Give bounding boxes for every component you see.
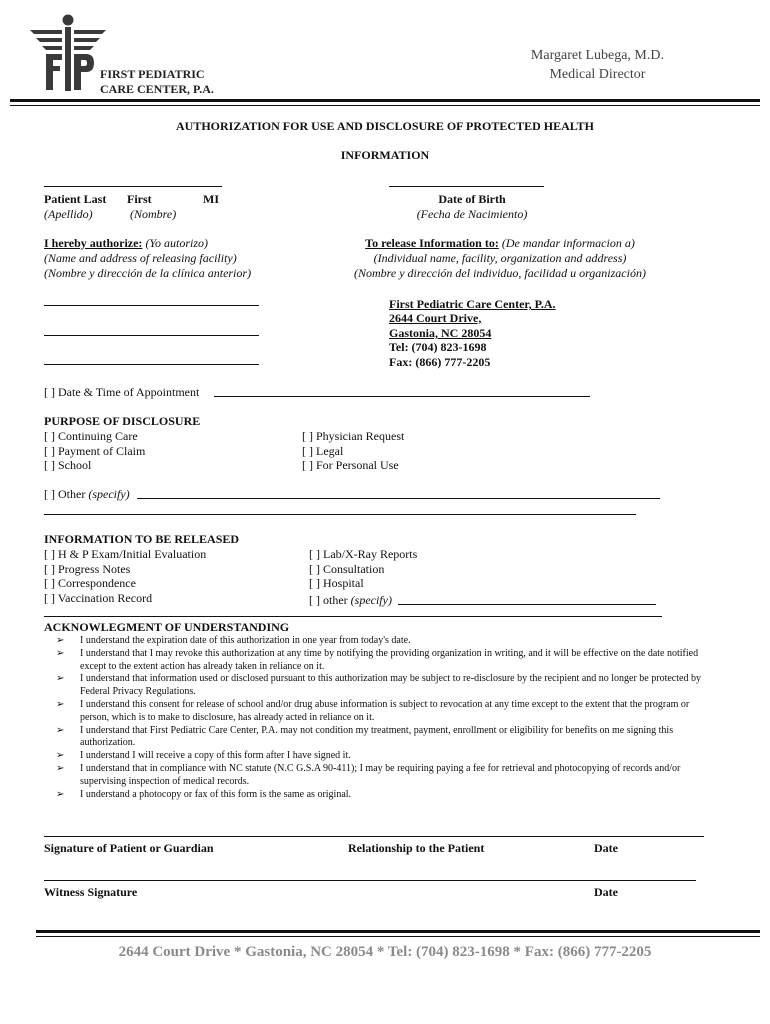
patient-signature-field[interactable] bbox=[44, 836, 704, 837]
purpose-other-field[interactable] bbox=[137, 498, 660, 499]
purpose-option[interactable]: [ ] For Personal Use bbox=[302, 458, 399, 472]
info-list-left bbox=[44, 547, 206, 605]
appointment-field[interactable] bbox=[214, 396, 590, 397]
ack-list bbox=[56, 635, 706, 801]
patient-signature-label: Signature of Patient or Guardian bbox=[44, 841, 214, 855]
patient-date-label: Date bbox=[594, 841, 618, 855]
header-rule-thick bbox=[10, 99, 760, 102]
purpose-option[interactable]: [ ] Physician Request bbox=[302, 429, 405, 443]
ack-heading: ACKNOWLEGMENT OF UNDERSTANDING bbox=[44, 620, 290, 634]
release-heading bbox=[330, 236, 670, 250]
org-name bbox=[100, 67, 214, 97]
releasing-facility-line-3[interactable] bbox=[44, 364, 259, 365]
dob-es: (Fecha de Nacimiento) bbox=[416, 207, 528, 221]
recipient-fax: Fax: (866) 777-2205 bbox=[389, 355, 491, 369]
patient-first-label: First bbox=[127, 192, 152, 206]
ack-item bbox=[56, 635, 706, 648]
authorize-label: I hereby authorize: bbox=[44, 236, 143, 250]
dob-label: Date of Birth bbox=[438, 192, 506, 206]
purpose-option[interactable]: [ ] Legal bbox=[302, 443, 344, 458]
info-option[interactable]: [ ] Vaccination Record bbox=[44, 590, 153, 605]
releasing-facility-line-1[interactable] bbox=[44, 305, 259, 306]
purpose-option[interactable]: [ ] Payment of Claim bbox=[44, 443, 146, 458]
witness-date-label: Date bbox=[594, 885, 618, 899]
footer-rule-thin bbox=[36, 936, 760, 937]
arrow-bullet-icon: ➢ bbox=[56, 750, 65, 762]
arrow-bullet-icon: ➢ bbox=[56, 647, 65, 659]
authorize-line2: (Name and address of releasing facility) bbox=[44, 251, 237, 265]
ack-item-text: I understand I will receive a copy of this form after I have signed it. bbox=[80, 750, 351, 762]
footer-rule-thick bbox=[36, 930, 760, 933]
footer-address: 2644 Court Drive * Gastonia, NC 28054 * Tel: (704) 823-1698 * Fax: (866) 777-2205 bbox=[118, 944, 652, 960]
release-label-es: (De mandar informacion a) bbox=[501, 236, 635, 250]
ack-item bbox=[56, 750, 706, 763]
info-other-specify: (specify) bbox=[350, 593, 392, 607]
purpose-other-label: [ ] Other bbox=[44, 487, 86, 501]
patient-mi-label: MI bbox=[203, 192, 219, 206]
ack-item-text: I understand that information used or disclosed pursuant to this authorization may be subject to re-disclosure by the recipient and no longer be protected by Federal Privacy Regulations. bbox=[80, 673, 701, 698]
purpose-other-field-2[interactable] bbox=[44, 514, 636, 515]
info-list-right bbox=[309, 547, 417, 591]
ack-item bbox=[56, 673, 706, 699]
arrow-bullet-icon: ➢ bbox=[56, 673, 65, 685]
release-line2: (Individual name, facility, organization and address) bbox=[373, 251, 627, 265]
arrow-bullet-icon: ➢ bbox=[56, 762, 65, 774]
info-option[interactable]: [ ] Progress Notes bbox=[44, 561, 131, 576]
purpose-other[interactable] bbox=[44, 487, 130, 501]
ack-item bbox=[56, 789, 706, 802]
org-name-line1: FIRST PEDIATRIC bbox=[100, 67, 205, 81]
info-option[interactable]: [ ] Consultation bbox=[309, 561, 385, 576]
info-option[interactable]: [ ] Correspondence bbox=[44, 576, 136, 590]
arrow-bullet-icon: ➢ bbox=[56, 724, 65, 736]
purpose-option[interactable]: [ ] Continuing Care bbox=[44, 429, 138, 443]
purpose-heading: PURPOSE OF DISCLOSURE bbox=[44, 414, 201, 428]
ack-item-text: I understand that in compliance with NC statute (N.C G.S.A 90-411); I may be requiring paying a fee for retrieval and photocopying of records and/or supervising inspection of medical records. bbox=[80, 762, 681, 787]
ack-item bbox=[56, 763, 706, 789]
doctor-title: Medical Director bbox=[549, 67, 646, 82]
recipient-city: Gastonia, NC 28054 bbox=[389, 326, 492, 340]
witness-signature-label: Witness Signature bbox=[44, 885, 138, 899]
ack-item bbox=[56, 648, 706, 674]
release-line3: (Nombre y dirección del individuo, facilidad u organización) bbox=[354, 266, 646, 280]
arrow-bullet-icon: ➢ bbox=[56, 788, 65, 800]
ack-item bbox=[56, 725, 706, 751]
info-other-field-2[interactable] bbox=[44, 616, 662, 617]
info-option[interactable]: [ ] Lab/X-Ray Reports bbox=[309, 547, 418, 561]
purpose-other-specify: (specify) bbox=[88, 487, 130, 501]
releasing-facility-line-2[interactable] bbox=[44, 335, 259, 336]
ack-item-text: I understand this consent for release of school and/or drug abuse information is subject to revocation at any time except to the extent that the program or person, which is to make to disclosure, has already acted in reliance on it. bbox=[80, 698, 690, 723]
ack-item-text: I understand a photocopy or fax of this form is the same as original. bbox=[80, 788, 352, 800]
arrow-bullet-icon: ➢ bbox=[56, 698, 65, 710]
authorize-heading bbox=[44, 236, 208, 250]
arrow-bullet-icon: ➢ bbox=[56, 635, 65, 646]
authorize-label-es: (Yo autorizo) bbox=[145, 236, 209, 250]
ack-item bbox=[56, 699, 706, 725]
form-title-line2: INFORMATION bbox=[340, 148, 430, 162]
info-other-label: [ ] other bbox=[309, 593, 348, 607]
recipient-street: 2644 Court Drive, bbox=[389, 311, 482, 325]
purpose-list-right bbox=[302, 429, 404, 473]
ack-item-text: I understand that First Pediatric Care Center, P.A. may not condition my treatment, payment, enrollment or eligibility for benefits on me signing this authorization. bbox=[80, 724, 674, 749]
doctor-name: Margaret Lubega, M.D. bbox=[530, 48, 664, 63]
relationship-label: Relationship to the Patient bbox=[348, 841, 485, 855]
witness-signature-field[interactable] bbox=[44, 880, 696, 881]
purpose-option[interactable]: [ ] School bbox=[44, 458, 92, 472]
patient-last-es: (Apellido) bbox=[44, 207, 93, 221]
header-rule-thin bbox=[10, 105, 760, 106]
ack-item-text: I understand that I may revoke this authorization at any time by notifying the providing organization in writing, and it will be effective on the date notified except to the extent action has already taken in reliance on it. bbox=[80, 647, 699, 672]
info-option[interactable]: [ ] Hospital bbox=[309, 576, 364, 590]
info-heading: INFORMATION TO BE RELEASED bbox=[44, 532, 240, 546]
recipient-tel: Tel: (704) 823-1698 bbox=[389, 340, 487, 354]
appointment-checkbox[interactable]: [ ] Date & Time of Appointment bbox=[44, 385, 200, 399]
recipient-facility: First Pediatric Care Center, P.A. bbox=[389, 297, 556, 311]
ack-item-text: I understand the expiration date of this authorization in one year from today's date. bbox=[80, 635, 411, 646]
org-name-line2: CARE CENTER, P.A. bbox=[100, 82, 214, 96]
release-label: To release Information to: bbox=[365, 236, 499, 250]
dob-field[interactable] bbox=[389, 186, 544, 187]
info-other[interactable] bbox=[309, 593, 392, 607]
clinic-logo-icon bbox=[28, 14, 108, 94]
doctor-block bbox=[531, 46, 664, 84]
form-title-line1: AUTHORIZATION FOR USE AND DISCLOSURE OF PROTECTED HEALTH bbox=[176, 119, 594, 133]
info-option[interactable]: [ ] H & P Exam/Initial Evaluation bbox=[44, 547, 207, 561]
patient-last-label: Patient Last bbox=[44, 192, 107, 206]
patient-first-es: (Nombre) bbox=[130, 207, 177, 221]
info-other-field[interactable] bbox=[398, 604, 656, 605]
purpose-list-left bbox=[44, 429, 145, 473]
authorize-line3: (Nombre y dirección de la clínica anterior) bbox=[44, 266, 252, 280]
patient-name-field[interactable] bbox=[44, 186, 222, 187]
